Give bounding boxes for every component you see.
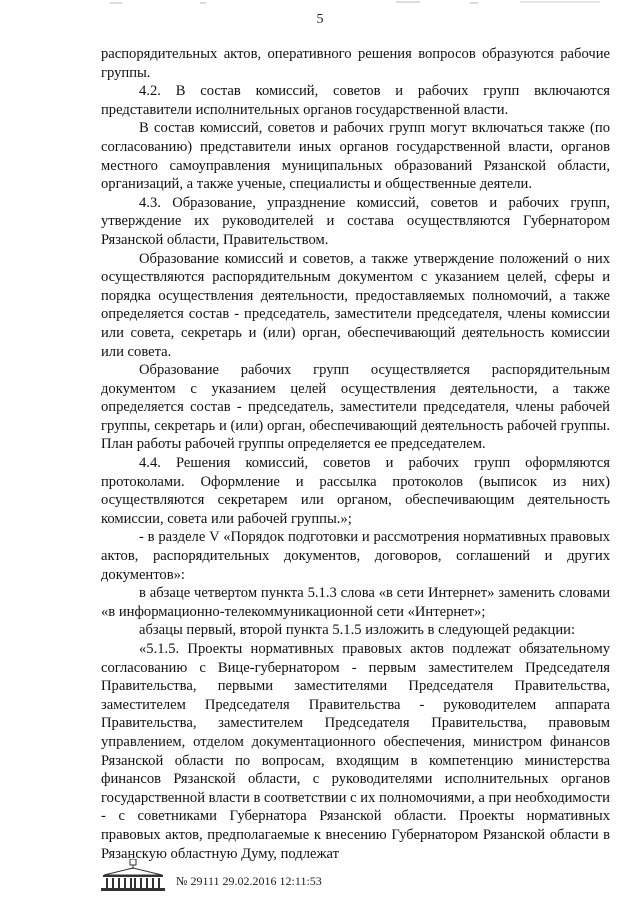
paragraph: В состав комиссий, советов и рабочих групп могут включаться также (по согласованию) представители иных органов государственной власти, органов местного самоуправления муниципальных образований Рязанской области, организаций, а также ученые, специалисты и общественные деятели. xyxy=(101,120,610,193)
paragraph: абзацы первый, второй пункта 5.1.5 изложить в следующей редакции: xyxy=(139,622,575,639)
paragraph: 4.2. В состав комиссий, советов и рабочих групп включаются представители исполнительных органов государственной власти. xyxy=(101,83,610,118)
registration-stamp: № 29111 29.02.2016 12:11:53 xyxy=(176,873,322,888)
paragraph: 4.4. Решения комиссий, советов и рабочих групп оформляются протоколами. Оформление и рассылка протоколов (выписок из них) осуществляются секретарем или органом, обеспечивающим деятельность комиссии, совета или рабочей группы.»; xyxy=(101,455,610,527)
paragraph: распорядительных актов, оперативного решения вопросов образуются рабочие группы. xyxy=(101,46,610,81)
paragraph: Образование рабочих групп осуществляется распорядительным документом с указанием целей осуществления деятельности, а также определяется состав - председатель, заместители председателя, члены рабочей группы, секретарь и (или) орган, обеспечивающий деятельность рабочей группы. План работы рабочей группы определяется ее председателем. xyxy=(101,362,610,453)
scan-artifact-marks xyxy=(0,0,640,8)
page-number: 5 xyxy=(316,12,324,27)
government-building-icon xyxy=(100,859,166,893)
document-body xyxy=(101,45,610,863)
document-footer xyxy=(100,859,322,893)
paragraph: Образование комиссий и советов, а также утверждение положений о них осуществляются распорядительным документом с указанием целей, сферы и порядка осуществления деятельности, предоставляемых полномочий, а также определяется состав - председатель, заместители председателя, члены комиссии или совета, секретарь и (или) орган, обеспечивающий деятельность комиссии или совета. xyxy=(101,250,610,360)
paragraph: - в разделе V «Порядок подготовки и рассмотрения нормативных правовых актов, распорядительных документов, договоров, соглашений и других документов»: xyxy=(101,529,610,583)
paragraph: «5.1.5. Проекты нормативных правовых актов подлежат обязательному согласованию с Вице-губернатором - первым заместителем Председателя Правительства, первыми заместителями Председателя Правительства, заместителем Председателя Правительства - руководителем аппарата Правительства, заместителем Председателя Правительства, правовым управлением, отделом документационного обеспечения, министром финансов Рязанской области по вопросам, входящим в компетенцию министерства финансов Рязанской области, с руководителями исполнительных органов государственной власти в соответствии с их полномочиями, а при необходимости - с советниками Губернатора Рязанской области. Проекты нормативных правовых актов, предполагаемые к внесению Губернатором Рязанской области в Рязанскую областную Думу, подлежат xyxy=(101,641,610,862)
paragraph: 4.3. Образование, упразднение комиссий, советов и рабочих групп, утверждение их руководителей и состава осуществляются Губернатором Рязанской области, Правительством. xyxy=(101,194,610,248)
paragraph: в абзаце четвертом пункта 5.1.3 слова «в сети Интернет» заменить словами «в информационно-телекоммуникационной сети «Интернет»; xyxy=(101,585,610,620)
